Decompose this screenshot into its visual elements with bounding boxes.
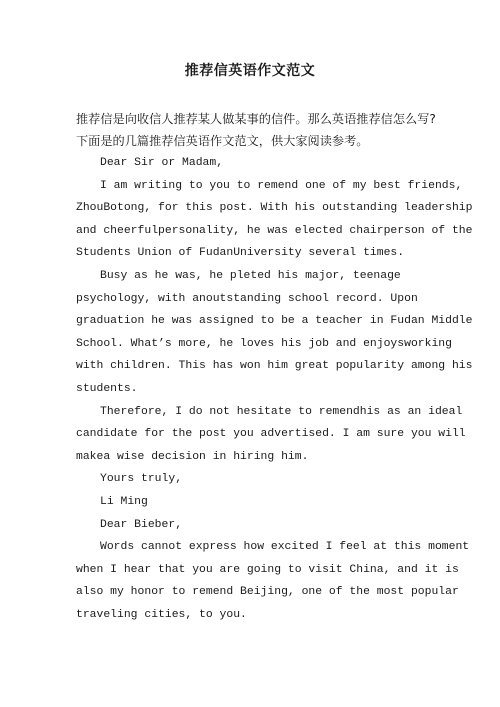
letter-line: School. What’s more, he loves his job and enjoysworking <box>76 337 452 350</box>
letter-line: Dear Bieber, <box>100 518 183 531</box>
letter-body <box>76 152 473 626</box>
letter-line: with children. This has won him great popularity among his <box>76 360 473 373</box>
letter-line: candidate for the post you advertised. I am sure you will <box>76 428 466 441</box>
letter-line: Therefore, I do not hesitate to remendhis as an ideal <box>100 405 463 418</box>
letter-line: Busy as he was, he pleted his major, teenage <box>100 269 401 282</box>
letter-line: Dear Sir or Madam, <box>100 157 224 169</box>
letter-line: graduation he was assigned to be a teacher in Fudan Middle <box>76 315 473 328</box>
letter-line: I am writing to you to remend one of my best friends, <box>100 179 463 192</box>
letter-line: makea wise decision in hiring him. <box>76 450 309 463</box>
letter-line: ZhouBotong, for this post. With his outstanding leadership <box>76 202 473 215</box>
letter-line: when I hear that you are going to visit China, and it is <box>76 563 459 576</box>
letter-line: students. <box>76 382 138 395</box>
letter-line: Li Ming <box>100 495 148 508</box>
letter-line: Yours truly, <box>100 473 183 486</box>
document-title: 推荐信英语作文范文 <box>184 63 316 79</box>
intro-line: 下面是的几篇推荐信英语作文范文，供大家阅读参考。 <box>76 134 369 148</box>
intro-paragraph <box>76 108 436 152</box>
letter-line: traveling cities, to you. <box>76 608 247 621</box>
letter-line: Words cannot express how excited I feel at this moment <box>100 541 470 554</box>
letter-line: and cheerfulpersonality, he was elected chairperson of the <box>76 224 473 237</box>
letter-line: Students Union of FudanUniversity several times. <box>76 247 405 260</box>
letter-line: psychology, with anoutstanding school record. Upon <box>76 292 418 305</box>
intro-line: 推荐信是向收信人推荐某人做某事的信件。那么英语推荐信怎么写? <box>76 112 436 126</box>
letter-line: also my honor to remend Beijing, one of the most popular <box>76 586 459 599</box>
